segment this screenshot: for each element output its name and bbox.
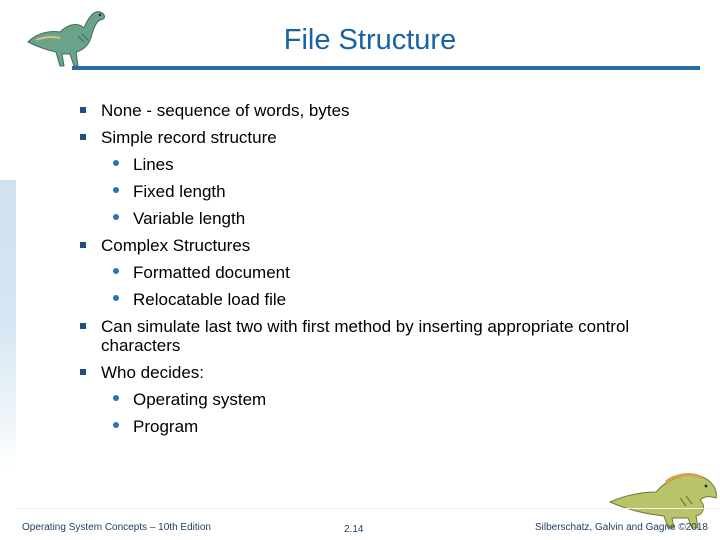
bullet-subitem: Formatted document (133, 263, 290, 282)
bullet-dot (113, 268, 119, 274)
bullet-subitem: Lines (133, 155, 174, 174)
bullet-dot (113, 395, 119, 401)
bullet-dot (113, 160, 119, 166)
title-underline (72, 66, 700, 70)
bullet-item: Who decides: (101, 363, 204, 382)
bullet-square (80, 242, 86, 248)
bullet-subitem: Variable length (133, 209, 246, 228)
bullet-square (80, 134, 86, 140)
bullet-subitem: Program (133, 417, 199, 436)
bullet-subitem: Relocatable load file (133, 290, 287, 309)
bullet-item: Can simulate last two with first method by inserting appropriate control (101, 317, 630, 336)
footer-authors: Silberschatz, Galvin and Gagne ©2018 (534, 522, 708, 533)
bullet-subitem: Operating system (133, 390, 267, 409)
bullet-square (80, 369, 86, 375)
footer-book-title: Operating System Concepts – 10th Edition (22, 522, 211, 533)
page-title: File Structure (283, 24, 457, 56)
bullet-dot (113, 214, 119, 220)
bullet-item: Simple record structure (101, 128, 277, 147)
left-decorative-bar (0, 0, 16, 540)
bullet-subitem: Fixed length (133, 182, 226, 201)
bullet-dot (113, 187, 119, 193)
footer-divider (16, 508, 720, 509)
footer-page-number: 2.14 (344, 524, 364, 535)
bullet-square (80, 323, 86, 329)
bullet-square (80, 107, 86, 113)
bullet-item: Complex Structures (101, 236, 251, 255)
bullet-item-continuation: characters (101, 336, 181, 355)
bullet-item: None - sequence of words, bytes (101, 101, 350, 120)
dinosaur-top-left-icon (22, 4, 112, 70)
bullet-dot (113, 422, 119, 428)
bullet-dot (113, 295, 119, 301)
